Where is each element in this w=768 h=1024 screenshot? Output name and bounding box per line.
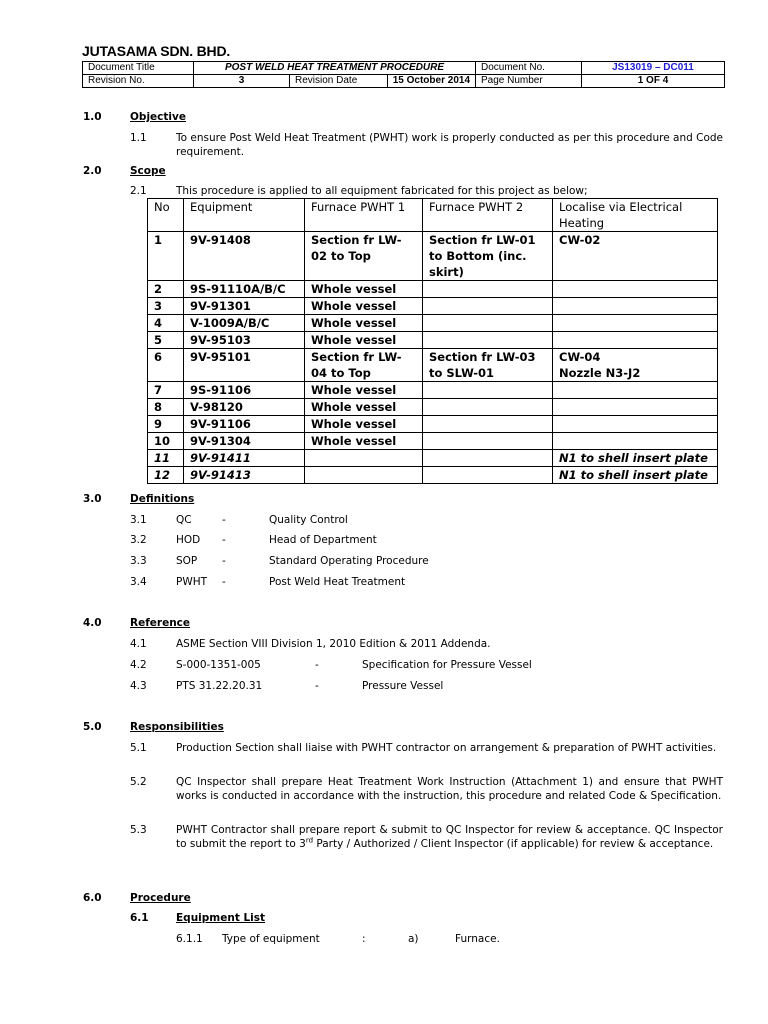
- ref-4-3-desc: Pressure Vessel: [362, 680, 444, 692]
- table-header-cell: Equipment: [184, 199, 305, 232]
- item-1-1-number: 1.1: [130, 132, 147, 144]
- table-cell: CW-04 Nozzle N3-J2: [553, 349, 718, 382]
- table-cell: [553, 298, 718, 315]
- def-3-2-number: 3.2: [130, 534, 147, 546]
- table-cell: [305, 450, 423, 467]
- def-3-3-abbr: SOP: [176, 555, 198, 567]
- table-cell: 9V-91304: [184, 433, 305, 450]
- table-cell: V-98120: [184, 399, 305, 416]
- company-name: JUTASAMA SDN. BHD.: [82, 43, 231, 59]
- table-row: [148, 399, 718, 416]
- table-row: [148, 349, 718, 382]
- resp-5-3-superscript: rd: [305, 836, 314, 845]
- table-cell: 1: [148, 232, 184, 281]
- table-header-cell: Furnace PWHT 2: [423, 199, 553, 232]
- table-cell: Whole vessel: [305, 281, 423, 298]
- table-header-cell: No: [148, 199, 184, 232]
- table-cell: 9V-91408: [184, 232, 305, 281]
- table-row: [148, 416, 718, 433]
- table-row: [148, 467, 718, 484]
- resp-5-3-text: [176, 823, 723, 851]
- table-cell: [423, 467, 553, 484]
- def-3-4-number: 3.4: [130, 576, 147, 588]
- def-3-3-text: Standard Operating Procedure: [269, 555, 429, 567]
- table-cell: 8: [148, 399, 184, 416]
- table-cell: 5: [148, 332, 184, 349]
- table-cell: [553, 433, 718, 450]
- def-3-2-abbr: HOD: [176, 534, 201, 546]
- table-cell: 10: [148, 433, 184, 450]
- table-cell: [423, 298, 553, 315]
- table-cell: 7: [148, 382, 184, 399]
- document-header-table: [82, 61, 725, 88]
- rev-no: 3: [194, 75, 290, 88]
- table-cell: [423, 382, 553, 399]
- table-cell: [423, 332, 553, 349]
- def-3-3-number: 3.3: [130, 555, 147, 567]
- doc-no: JS13019 – DC011: [582, 62, 725, 75]
- equipment-table-header: [148, 199, 718, 232]
- def-3-4-text: Post Weld Heat Treatment: [269, 576, 406, 588]
- section-6-title: Procedure: [130, 892, 191, 904]
- section-4-number: 4.0: [83, 617, 102, 629]
- def-3-1-abbr: QC: [176, 514, 192, 526]
- table-cell: 9V-95103: [184, 332, 305, 349]
- def-3-1-number: 3.1: [130, 514, 147, 526]
- rev-date: 15 October 2014: [392, 75, 470, 86]
- table-cell: Section fr LW-03 to SLW-01: [423, 349, 553, 382]
- section-2-title: Scope: [130, 165, 166, 177]
- table-cell: [423, 450, 553, 467]
- table-cell: V-1009A/B/C: [184, 315, 305, 332]
- ref-4-2-desc: Specification for Pressure Vessel: [362, 659, 532, 671]
- resp-5-1-number: 5.1: [130, 742, 147, 754]
- table-cell: Section fr LW-02 to Top: [305, 232, 423, 281]
- equipment-table: [147, 198, 718, 484]
- table-cell: [553, 399, 718, 416]
- table-cell: Whole vessel: [305, 416, 423, 433]
- table-cell: 9V-91411: [184, 450, 305, 467]
- ref-4-3-number: 4.3: [130, 680, 147, 692]
- item-6-1-1-option-text: Furnace.: [455, 933, 500, 945]
- table-cell: N1 to shell insert plate: [553, 467, 718, 484]
- table-row: [148, 281, 718, 298]
- table-row: [148, 450, 718, 467]
- item-6-1-1-label: Type of equipment: [222, 933, 320, 945]
- doc-no-label: Document No.: [476, 62, 582, 75]
- item-6-1-1-number: 6.1.1: [176, 933, 203, 945]
- table-cell: [553, 281, 718, 298]
- section-1-number: 1.0: [83, 111, 102, 123]
- table-cell: Whole vessel: [305, 433, 423, 450]
- def-3-4-dash: -: [222, 576, 226, 588]
- table-row: [148, 382, 718, 399]
- section-4-title: Reference: [130, 617, 191, 629]
- table-cell: CW-02: [553, 232, 718, 281]
- def-3-1-dash: -: [222, 514, 226, 526]
- table-cell: Whole vessel: [305, 315, 423, 332]
- table-cell: [423, 399, 553, 416]
- table-cell: 9S-91106: [184, 382, 305, 399]
- table-cell: [553, 382, 718, 399]
- doc-title-label: Document Title: [83, 62, 194, 75]
- table-cell: Section fr LW-01 to Bottom (inc. skirt): [423, 232, 553, 281]
- table-cell: Section fr LW-04 to Top: [305, 349, 423, 382]
- table-cell: 9V-91106: [184, 416, 305, 433]
- table-cell: 9S-91110A/B/C: [184, 281, 305, 298]
- rev-date-label: Revision Date: [290, 75, 387, 87]
- section-3-title: Definitions: [130, 493, 195, 505]
- table-cell: 9V-95101: [184, 349, 305, 382]
- section-1-title: Objective: [130, 111, 186, 123]
- section-5-title: Responsibilities: [130, 721, 224, 733]
- table-cell: Whole vessel: [305, 382, 423, 399]
- resp-5-2-number: 5.2: [130, 776, 147, 788]
- subsection-6-1-number: 6.1: [130, 912, 149, 924]
- page-number: 1 OF 4: [582, 75, 725, 88]
- table-row: [148, 232, 718, 281]
- table-cell: [553, 332, 718, 349]
- table-cell: 4: [148, 315, 184, 332]
- resp-5-3-number: 5.3: [130, 824, 147, 836]
- table-cell: 6: [148, 349, 184, 382]
- table-cell: [553, 416, 718, 433]
- table-cell: 9V-91301: [184, 298, 305, 315]
- def-3-3-dash: -: [222, 555, 226, 567]
- def-3-2-text: Head of Department: [269, 534, 377, 546]
- table-cell: 12: [148, 467, 184, 484]
- table-cell: Whole vessel: [305, 332, 423, 349]
- rev-date-cell: [290, 75, 476, 88]
- def-3-2-dash: -: [222, 534, 226, 546]
- table-cell: 9: [148, 416, 184, 433]
- item-1-1-text: To ensure Post Weld Heat Treatment (PWHT) work is properly conducted as per this procedure and Code requirement.: [176, 132, 723, 158]
- table-cell: [423, 433, 553, 450]
- table-row: [148, 315, 718, 332]
- resp-5-1-text: Production Section shall liaise with PWHT contractor on arrangement & preparation of PWHT activities.: [176, 742, 717, 754]
- item-2-1-text: This procedure is applied to all equipment fabricated for this project as below;: [176, 185, 588, 197]
- ref-4-2-code: S-000-1351-005: [176, 659, 261, 671]
- table-cell: [553, 315, 718, 332]
- table-header-cell: Localise via Electrical Heating: [553, 199, 718, 232]
- table-header-cell: Furnace PWHT 1: [305, 199, 423, 232]
- table-cell: Whole vessel: [305, 298, 423, 315]
- table-cell: N1 to shell insert plate: [553, 450, 718, 467]
- table-cell: 3: [148, 298, 184, 315]
- resp-5-3-text-a: PWHT Contractor shall prepare report & submit to QC Inspector for review & acceptance. QC Inspector to submit the report to 3: [176, 824, 723, 850]
- item-6-1-1-colon: :: [362, 933, 366, 945]
- ref-4-1-number: 4.1: [130, 638, 147, 650]
- def-3-1-text: Quality Control: [269, 514, 348, 526]
- ref-4-3-code: PTS 31.22.20.31: [176, 680, 263, 692]
- table-cell: 9V-91413: [184, 467, 305, 484]
- table-cell: 11: [148, 450, 184, 467]
- subsection-6-1-title: Equipment List: [176, 912, 266, 924]
- table-cell: 2: [148, 281, 184, 298]
- table-row: [148, 332, 718, 349]
- section-3-number: 3.0: [83, 493, 102, 505]
- table-cell: [423, 416, 553, 433]
- table-row: [148, 298, 718, 315]
- section-2-number: 2.0: [83, 165, 102, 177]
- rev-no-label: Revision No.: [83, 75, 194, 88]
- ref-4-1-text: ASME Section VIII Division 1, 2010 Edition & 2011 Addenda.: [176, 638, 491, 650]
- def-3-4-abbr: PWHT: [176, 576, 208, 588]
- item-6-1-1-option: a): [408, 933, 419, 945]
- table-cell: [423, 281, 553, 298]
- section-6-number: 6.0: [83, 892, 102, 904]
- table-cell: [305, 467, 423, 484]
- resp-5-2-text: QC Inspector shall prepare Heat Treatment Work Instruction (Attachment 1) and ensure that PWHT works is conducted in accordance with the instruction, this procedure and related Code & Specification.: [176, 776, 723, 802]
- resp-5-3-text-b: Party / Authorized / Client Inspector (if applicable) for review & acceptance.: [313, 838, 714, 850]
- ref-4-3-dash: -: [315, 680, 319, 692]
- ref-4-2-dash: -: [315, 659, 319, 671]
- item-2-1-number: 2.1: [130, 185, 147, 197]
- section-5-number: 5.0: [83, 721, 102, 733]
- table-cell: Whole vessel: [305, 399, 423, 416]
- page-label: Page Number: [476, 75, 582, 88]
- ref-4-2-number: 4.2: [130, 659, 147, 671]
- table-row: [148, 433, 718, 450]
- doc-title: POST WELD HEAT TREATMENT PROCEDURE: [194, 62, 476, 75]
- table-cell: [423, 315, 553, 332]
